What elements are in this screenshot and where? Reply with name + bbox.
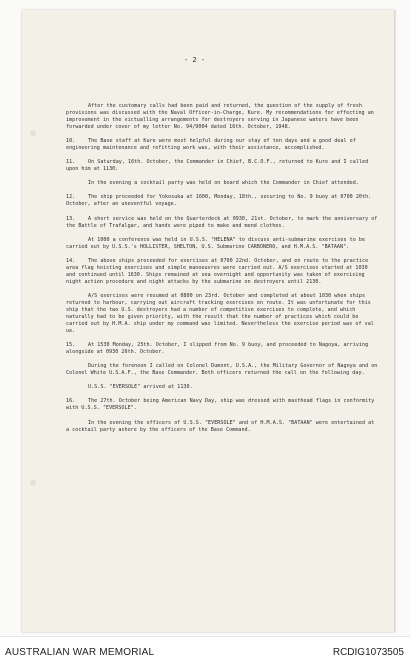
paragraph (66, 215, 381, 230)
paragraph-number: 16. (66, 398, 76, 405)
paragraph-number: 13. (66, 215, 76, 222)
punch-hole (30, 480, 36, 486)
paragraph (66, 293, 378, 335)
paragraph-text: After the customary calls had been paid and returned, the question of the supply of fresh provisions was discussed with the Naval Officer-in-Charge, Kure. My recommendations for effecting an improvement in the victualling arrangements for destroyers serving in Japanese waters have been forwarded under cover of my letter No. 94/9004 dated 16th. October, 1948. (66, 103, 377, 131)
paragraph-number: 10. (66, 138, 76, 145)
paragraph-text: At 1530 Monday, 25th. October, I slipped from No. 9 buoy, and proceeded to Nagoya, arriving alongside at 0930 26th. October. (66, 342, 372, 356)
paragraph-text: A/S exercises were resumed at 0800 on 23rd. October and completed at about 1030 when ships returned to harbour, carrying out aircraft tracking exercises en route. It was unfortunate for this ship that the two U.S. destroyers had a number of competitive exercises to complete, and which naturally had to be given priority, with the result that the number of practices which could be carried out by H.M.A. ship under my command was limited. Nevertheless the exercise period was of val ue. (66, 292, 377, 335)
footer-institution: AUSTRALIAN WAR MEMORIAL (5, 647, 155, 658)
paragraph-text: U.S.S. "EVERSOLE" arrived at 1130. (88, 384, 193, 391)
paragraph (66, 384, 378, 391)
paragraph-text: In the evening a cocktail party was held on board which the Commander in Chief attended. (88, 180, 359, 187)
paragraph-number: 14. (66, 257, 76, 264)
paragraph (66, 180, 378, 187)
paragraph-number: 15. (66, 342, 76, 349)
paragraph (66, 420, 378, 434)
paragraph-text: In the evening the officers of U.S.S. "EVERSOLE" and of H.M.A.S. "BATAAN" were entertained at a cocktail party ashore by the officers of the Base Command. (66, 419, 378, 433)
paragraph-text: The Base staff at Kure were most helpful during our stay of ten days and a good deal of engineering maintenance and refitting work was, with their assistance, accomplished. (66, 138, 359, 152)
paragraph-text: The above ships proceeded for exercises at 0700 22nd. October, and en route to the practice area flag hoisting exercises and simple manoeuvres were carried out. A/S exercises started at 1030 and continued until 1630. Ships remained at sea overnight and opportunity was taken of exercising night action procedure and night attacks by the submarine on destroyers until 2130. (66, 257, 372, 285)
paragraph-number: 11. (66, 159, 76, 166)
paragraph-text: The 27th. October being American Navy Day, ship was dressed with masthead flags in conformity with U.S.S. "EVERSOLE". (66, 398, 378, 412)
paragraph (66, 103, 378, 131)
paragraph-number: 12. (66, 194, 76, 201)
paragraph (66, 138, 378, 152)
paragraph-text: At 1000 a conference was held in U.S.S. "HELENA" to discuss anti-submarine exercises to be carried out by U.S.S.'s HOLLISTER, SHELTON, U.S. Submarine CARBONERO, and H.M.A.S. "BATAAN". (66, 236, 369, 250)
paragraph (66, 237, 378, 251)
footer-bar (0, 636, 410, 667)
document-body (66, 103, 381, 441)
page-number: - 2 - (184, 56, 206, 64)
footer-record-id: RCDIG1073505 (332, 647, 404, 658)
paragraph (66, 194, 378, 208)
paragraph (66, 258, 378, 286)
paragraph-text: A short service was held on the Quarterdeck at 0930, 21st. October, to mark the anniversary of the Battle of Trafalgar, and hands were piped to make and mend clothes. (66, 215, 381, 229)
paragraph-text: On Saturday, 16th. October, the Commander in Chief, B.C.O.F., returned to Kure and I called upon him at 1130. (66, 159, 372, 173)
paragraph (66, 159, 378, 173)
paragraph-text: During the forenoon I called on Colonel Dumont, U.S.A., the Military Governor of Nagoya and on Colonel White U.S.A.F., the Base Commander. Both officers returned the call on the following day. (66, 363, 381, 377)
paragraph (66, 398, 378, 412)
paragraph (66, 363, 381, 377)
paragraph-text: The ship proceeded for Yokosuka at 1600, Monday, 18th., securing to No. 9 buoy at 0700 20th. October, after an uneventful voyage. (66, 194, 375, 208)
punch-hole (30, 130, 36, 136)
paragraph (66, 342, 378, 356)
